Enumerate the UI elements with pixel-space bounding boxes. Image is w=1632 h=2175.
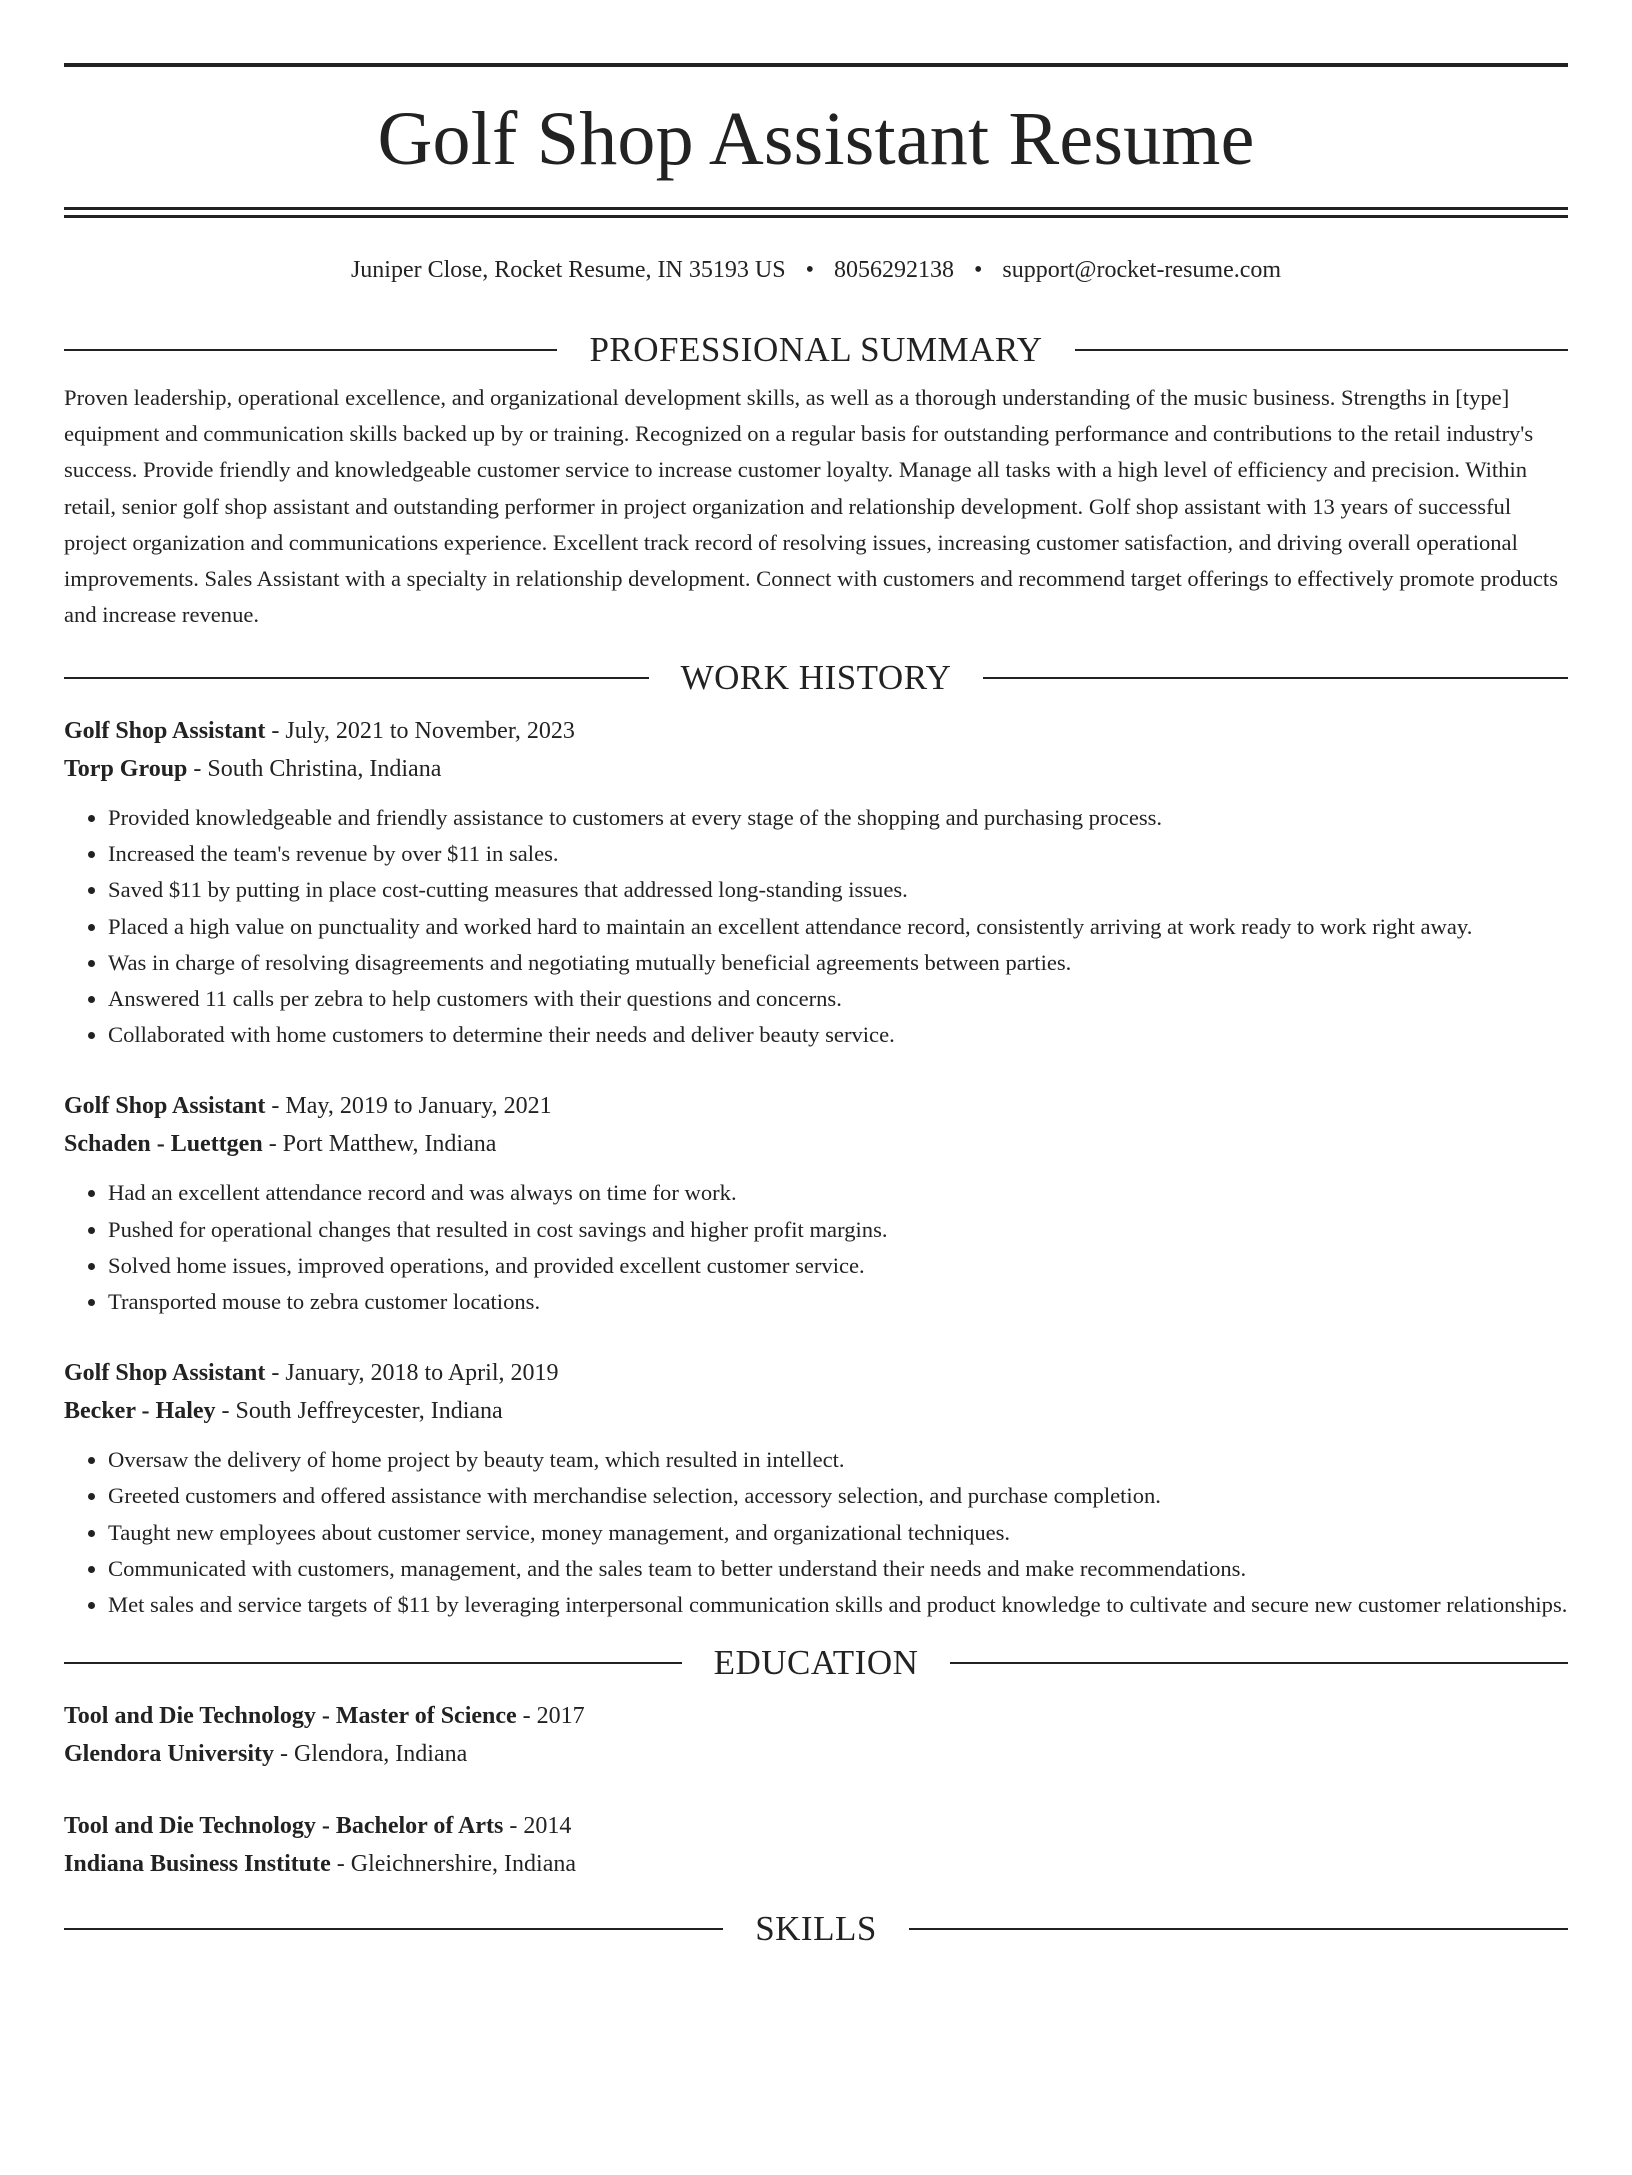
job-company: Becker - Haley <box>64 1398 216 1425</box>
job-bullet: • Had an excellent attendance record and was always on time for work. <box>108 1175 1568 1211</box>
top-rule <box>64 63 1568 67</box>
contact-address: Juniper Close, Rocket Resume, IN 35193 US <box>350 257 786 283</box>
education-location: - Glendora, Indiana <box>274 1741 468 1768</box>
section-header-work <box>64 656 1568 700</box>
education-year: - 2014 <box>503 1813 572 1840</box>
section-rule <box>909 1928 1568 1930</box>
contact-line <box>64 254 1568 286</box>
education-entry <box>64 1697 1568 1773</box>
education-degree-line <box>64 1697 1568 1735</box>
job-bullet: • Transported mouse to zebra customer locations. <box>108 1284 1568 1320</box>
section-header-summary <box>64 328 1568 372</box>
job-company: Torp Group <box>64 756 188 783</box>
job-bullet: • Pushed for operational changes that resulted in cost savings and higher profit margins. <box>108 1212 1568 1248</box>
section-rule <box>950 1662 1568 1664</box>
section-title-education: EDUCATION <box>713 1643 919 1683</box>
education-degree: Tool and Die Technology - Bachelor of Arts <box>64 1813 504 1840</box>
contact-separator: • <box>973 257 983 283</box>
job-title: Golf Shop Assistant <box>64 718 266 745</box>
job-title-line <box>64 1087 1568 1125</box>
section-rule <box>1075 349 1568 351</box>
title-double-rule <box>64 207 1568 218</box>
job-bullet: • Provided knowledgeable and friendly assistance to customers at every stage of the shopping and purchasing process. <box>108 800 1568 836</box>
job-bullet: • Solved home issues, improved operations, and provided excellent customer service. <box>108 1248 1568 1284</box>
job-bullet: • Collaborated with home customers to determine their needs and deliver beauty service. <box>108 1017 1568 1053</box>
job-bullet: • Communicated with customers, management, and the sales team to better understand their needs and make recommendations. <box>108 1551 1568 1587</box>
job-bullet: • Placed a high value on punctuality and worked hard to maintain an excellent attendance record, consistently arriving at work ready to work right away. <box>108 909 1568 945</box>
contact-email: support@rocket-resume.com <box>1002 257 1282 283</box>
resume-title: Golf Shop Assistant Resume <box>377 97 1255 181</box>
section-rule <box>64 349 557 351</box>
education-school-line <box>64 1735 1568 1773</box>
job-bullet: • Increased the team's revenue by over $11 in sales. <box>108 836 1568 872</box>
job-bullets <box>64 1442 1568 1623</box>
education-degree: Tool and Die Technology - Master of Science <box>64 1703 517 1730</box>
education-degree-line <box>64 1807 1568 1845</box>
job-bullet: • Greeted customers and offered assistance with merchandise selection, accessory selection, and purchase completion. <box>108 1478 1568 1514</box>
section-header-education <box>64 1641 1568 1685</box>
contact-phone: 8056292138 <box>833 257 954 283</box>
section-rule <box>64 677 649 679</box>
job-title-line <box>64 712 1568 750</box>
job-company-line <box>64 1392 1568 1430</box>
section-title-skills: SKILLS <box>755 1909 877 1949</box>
job-bullet: • Answered 11 calls per zebra to help customers with their questions and concerns. <box>108 981 1568 1017</box>
job-dates: - May, 2019 to January, 2021 <box>265 1093 552 1120</box>
job-title: Golf Shop Assistant <box>64 1360 266 1387</box>
job-entry <box>64 1087 1568 1320</box>
education-entry <box>64 1807 1568 1883</box>
job-company-line <box>64 750 1568 788</box>
job-bullets <box>64 1175 1568 1320</box>
job-bullet: • Was in charge of resolving disagreements and negotiating mutually beneficial agreements between parties. <box>108 945 1568 981</box>
education-school-line <box>64 1845 1568 1883</box>
summary-paragraph: Proven leadership, operational excellence, and organizational development skills, as well as a thorough understanding of the music business. Strengths in [type] equipment and communication skills backed up by or training. Recognized on a regular basis for outstanding performance and contributions to the retail industry's success. Provide friendly and knowledgeable customer service to increase customer loyalty. Manage all tasks with a high level of efficiency and precision. Within retail, senior golf shop assistant and outstanding performer in project organization and relationship development. Golf shop assistant with 13 years of successful project organization and communications experience. Excellent track record of resolving issues, increasing customer satisfaction, and driving overall operational improvements. Sales Assistant with a specialty in relationship development. Connect with customers and recommend target offerings to effectively promote products and increase revenue. <box>64 385 1558 628</box>
job-entry <box>64 712 1568 1053</box>
job-bullet: • Oversaw the delivery of home project by beauty team, which resulted in intellect. <box>108 1442 1568 1478</box>
education-school: Glendora University <box>64 1741 274 1768</box>
education-school: Indiana Business Institute <box>64 1851 331 1878</box>
job-title-line <box>64 1354 1568 1392</box>
job-entry <box>64 1354 1568 1623</box>
section-header-skills <box>64 1907 1568 1951</box>
section-rule <box>983 677 1568 679</box>
job-bullet: • Taught new employees about customer service, money management, and organizational techniques. <box>108 1515 1568 1551</box>
job-bullets <box>64 800 1568 1053</box>
education-location: - Gleichnershire, Indiana <box>330 1851 576 1878</box>
resume-page <box>0 63 1632 2175</box>
job-title: Golf Shop Assistant <box>64 1093 266 1120</box>
section-rule <box>64 1928 723 1930</box>
job-location: - South Jeffreycester, Indiana <box>215 1398 503 1425</box>
job-bullet: • Met sales and service targets of $11 by leveraging interpersonal communication skills and product knowledge to cultivate and secure new customer relationships. <box>108 1587 1568 1623</box>
job-company: Schaden - Luettgen <box>64 1131 263 1158</box>
education-year: - 2017 <box>516 1703 585 1730</box>
section-rule <box>64 1662 682 1664</box>
job-location: - South Christina, Indiana <box>187 756 442 783</box>
contact-separator: • <box>805 257 814 283</box>
section-title-summary: PROFESSIONAL SUMMARY <box>589 330 1043 369</box>
job-company-line <box>64 1125 1568 1163</box>
job-dates: - January, 2018 to April, 2019 <box>265 1360 559 1387</box>
job-bullet: • Saved $11 by putting in place cost-cutting measures that addressed long-standing issues. <box>108 872 1568 908</box>
job-location: - Port Matthew, Indiana <box>262 1131 497 1158</box>
job-dates: - July, 2021 to November, 2023 <box>265 718 575 745</box>
section-title-work: WORK HISTORY <box>680 658 952 698</box>
